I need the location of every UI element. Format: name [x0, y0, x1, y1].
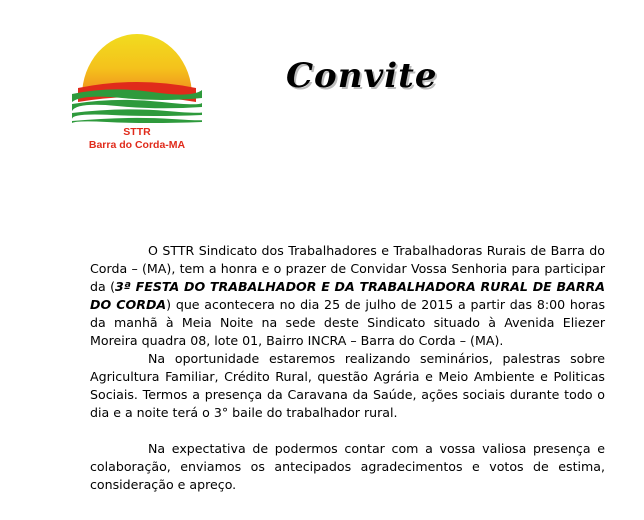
paragraph-invitation-start: O STTR Sindicato dos Trabalhadores e Trabalhadoras Rurais de Barra do Corda – (MA), tem a honra e o prazer de Convidar Vossa Senhoria para participar da ( [90, 243, 605, 294]
paragraph-closing: Na expectativa de podermos contar com a vossa valiosa presença e colaboração, enviamos os antecipados agradecimentos e votos de estima, consideração e apreço. [90, 441, 605, 492]
logo-location-label: Barra do Corda-MA [88, 139, 186, 151]
paragraph-invitation [90, 242, 605, 350]
event-name: 3ª FESTA DO TRABALHADOR E DA TRABALHADORA RURAL DE BARRA DO CORDA [90, 279, 605, 312]
paragraph-invitation-end: ) que acontecera no dia 25 de julho de 2015 a partir das 8:00 horas da manhã à Meia Noite na sede deste Sindicato situado à Avenida Eliezer Moreira quadra 08, lote 01, Bairro INCRA – Barra do Corda – (MA). [90, 297, 606, 348]
letter-body [90, 242, 605, 494]
page-title: Convite [286, 56, 438, 96]
logo-org-label: STTR [123, 126, 151, 138]
paragraph-activities: Na oportunidade estaremos realizando seminários, palestras sobre Agricultura Familiar, Crédito Rural, questão Agrária e Meio Ambiente e Politicas Sociais. Termos a presença da Caravana da Saúde, ações sociais durante todo o dia e a noite terá o 3° baile do trabalhador rural. [90, 351, 605, 420]
sttr-logo [72, 18, 202, 156]
sun-over-fields-icon [72, 18, 202, 126]
